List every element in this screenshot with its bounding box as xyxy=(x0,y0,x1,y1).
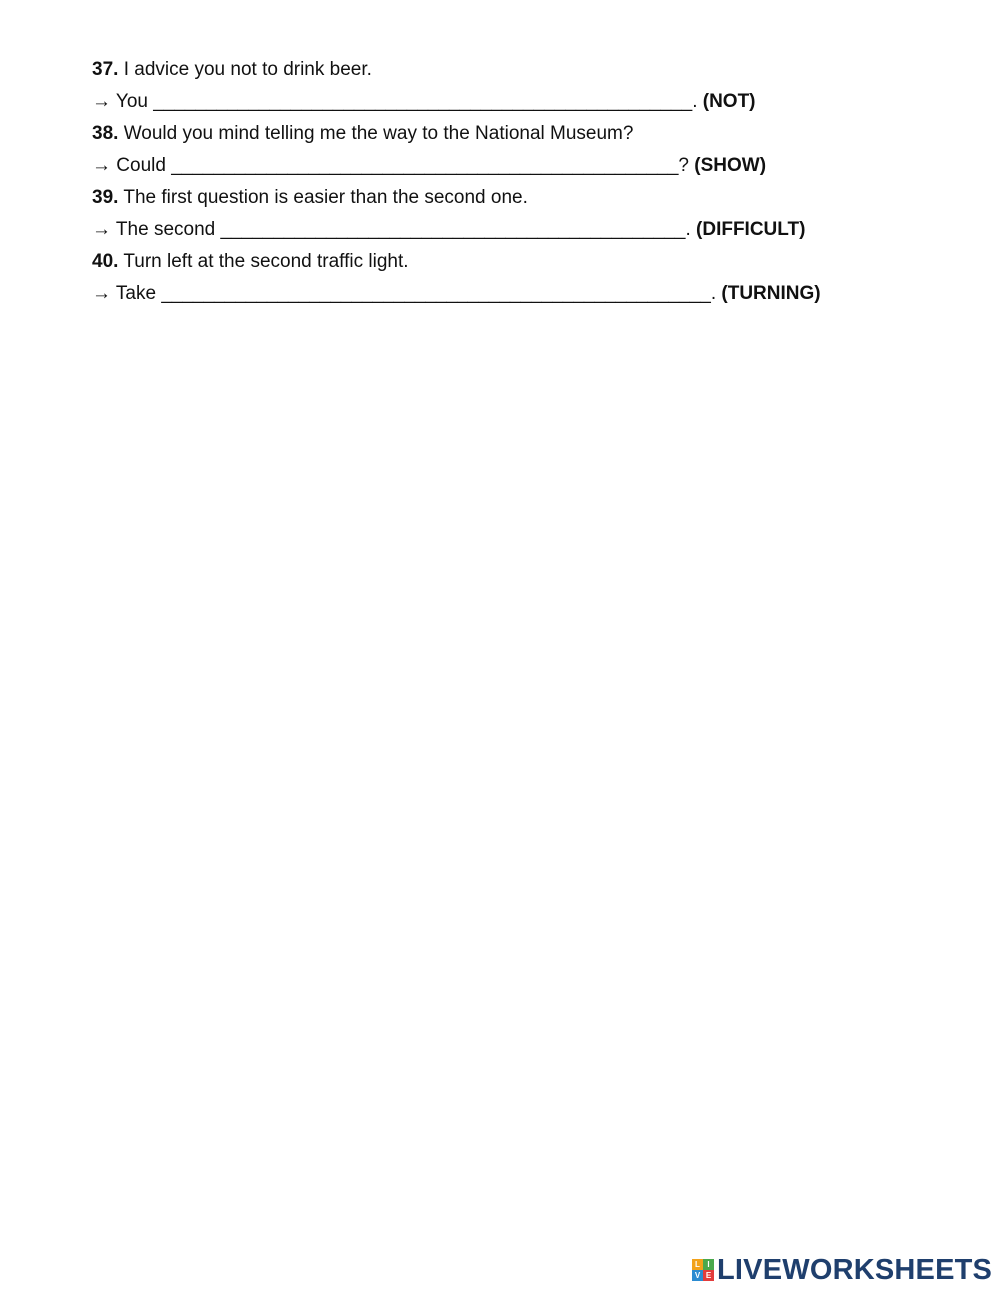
logo-mark-letter: L xyxy=(692,1259,703,1270)
question-sentence: The first question is easier than the second one. xyxy=(118,187,528,208)
answer-prompt: → Take ____________________________________________________. xyxy=(92,283,722,304)
logo-mark-letter: V xyxy=(692,1270,703,1281)
question-sentence: Turn left at the second traffic light. xyxy=(118,251,409,272)
answer-prompt: → You ___________________________________________________. xyxy=(92,91,703,112)
question-number: 40. xyxy=(92,251,119,272)
keyword-hint: (TURNING) xyxy=(721,283,821,304)
logo-text: LIVEWORKSHEETS xyxy=(717,1254,993,1286)
question-38 xyxy=(92,118,952,150)
question-number: 39. xyxy=(92,187,119,208)
answer-40 xyxy=(92,278,952,310)
logo-mark-icon xyxy=(692,1259,714,1281)
worksheet xyxy=(92,54,952,310)
liveworksheets-logo xyxy=(692,1253,992,1287)
keyword-hint: (SHOW) xyxy=(694,155,767,176)
question-37 xyxy=(92,54,952,86)
question-sentence: I advice you not to drink beer. xyxy=(118,59,372,80)
question-39 xyxy=(92,182,952,214)
question-number: 38. xyxy=(92,123,119,144)
question-40 xyxy=(92,246,952,278)
question-sentence: Would you mind telling me the way to the National Museum? xyxy=(118,123,634,144)
answer-prompt: → The second ____________________________________________. xyxy=(92,219,697,240)
logo-mark-letter: E xyxy=(703,1270,714,1281)
logo-mark-letter: I xyxy=(703,1259,714,1270)
answer-39 xyxy=(92,214,952,246)
question-number: 37. xyxy=(92,59,119,80)
answer-38 xyxy=(92,150,952,182)
keyword-hint: (NOT) xyxy=(702,91,756,112)
answer-prompt: → Could ________________________________________________? xyxy=(92,155,695,176)
keyword-hint: (DIFFICULT) xyxy=(696,219,806,240)
answer-37 xyxy=(92,86,952,118)
